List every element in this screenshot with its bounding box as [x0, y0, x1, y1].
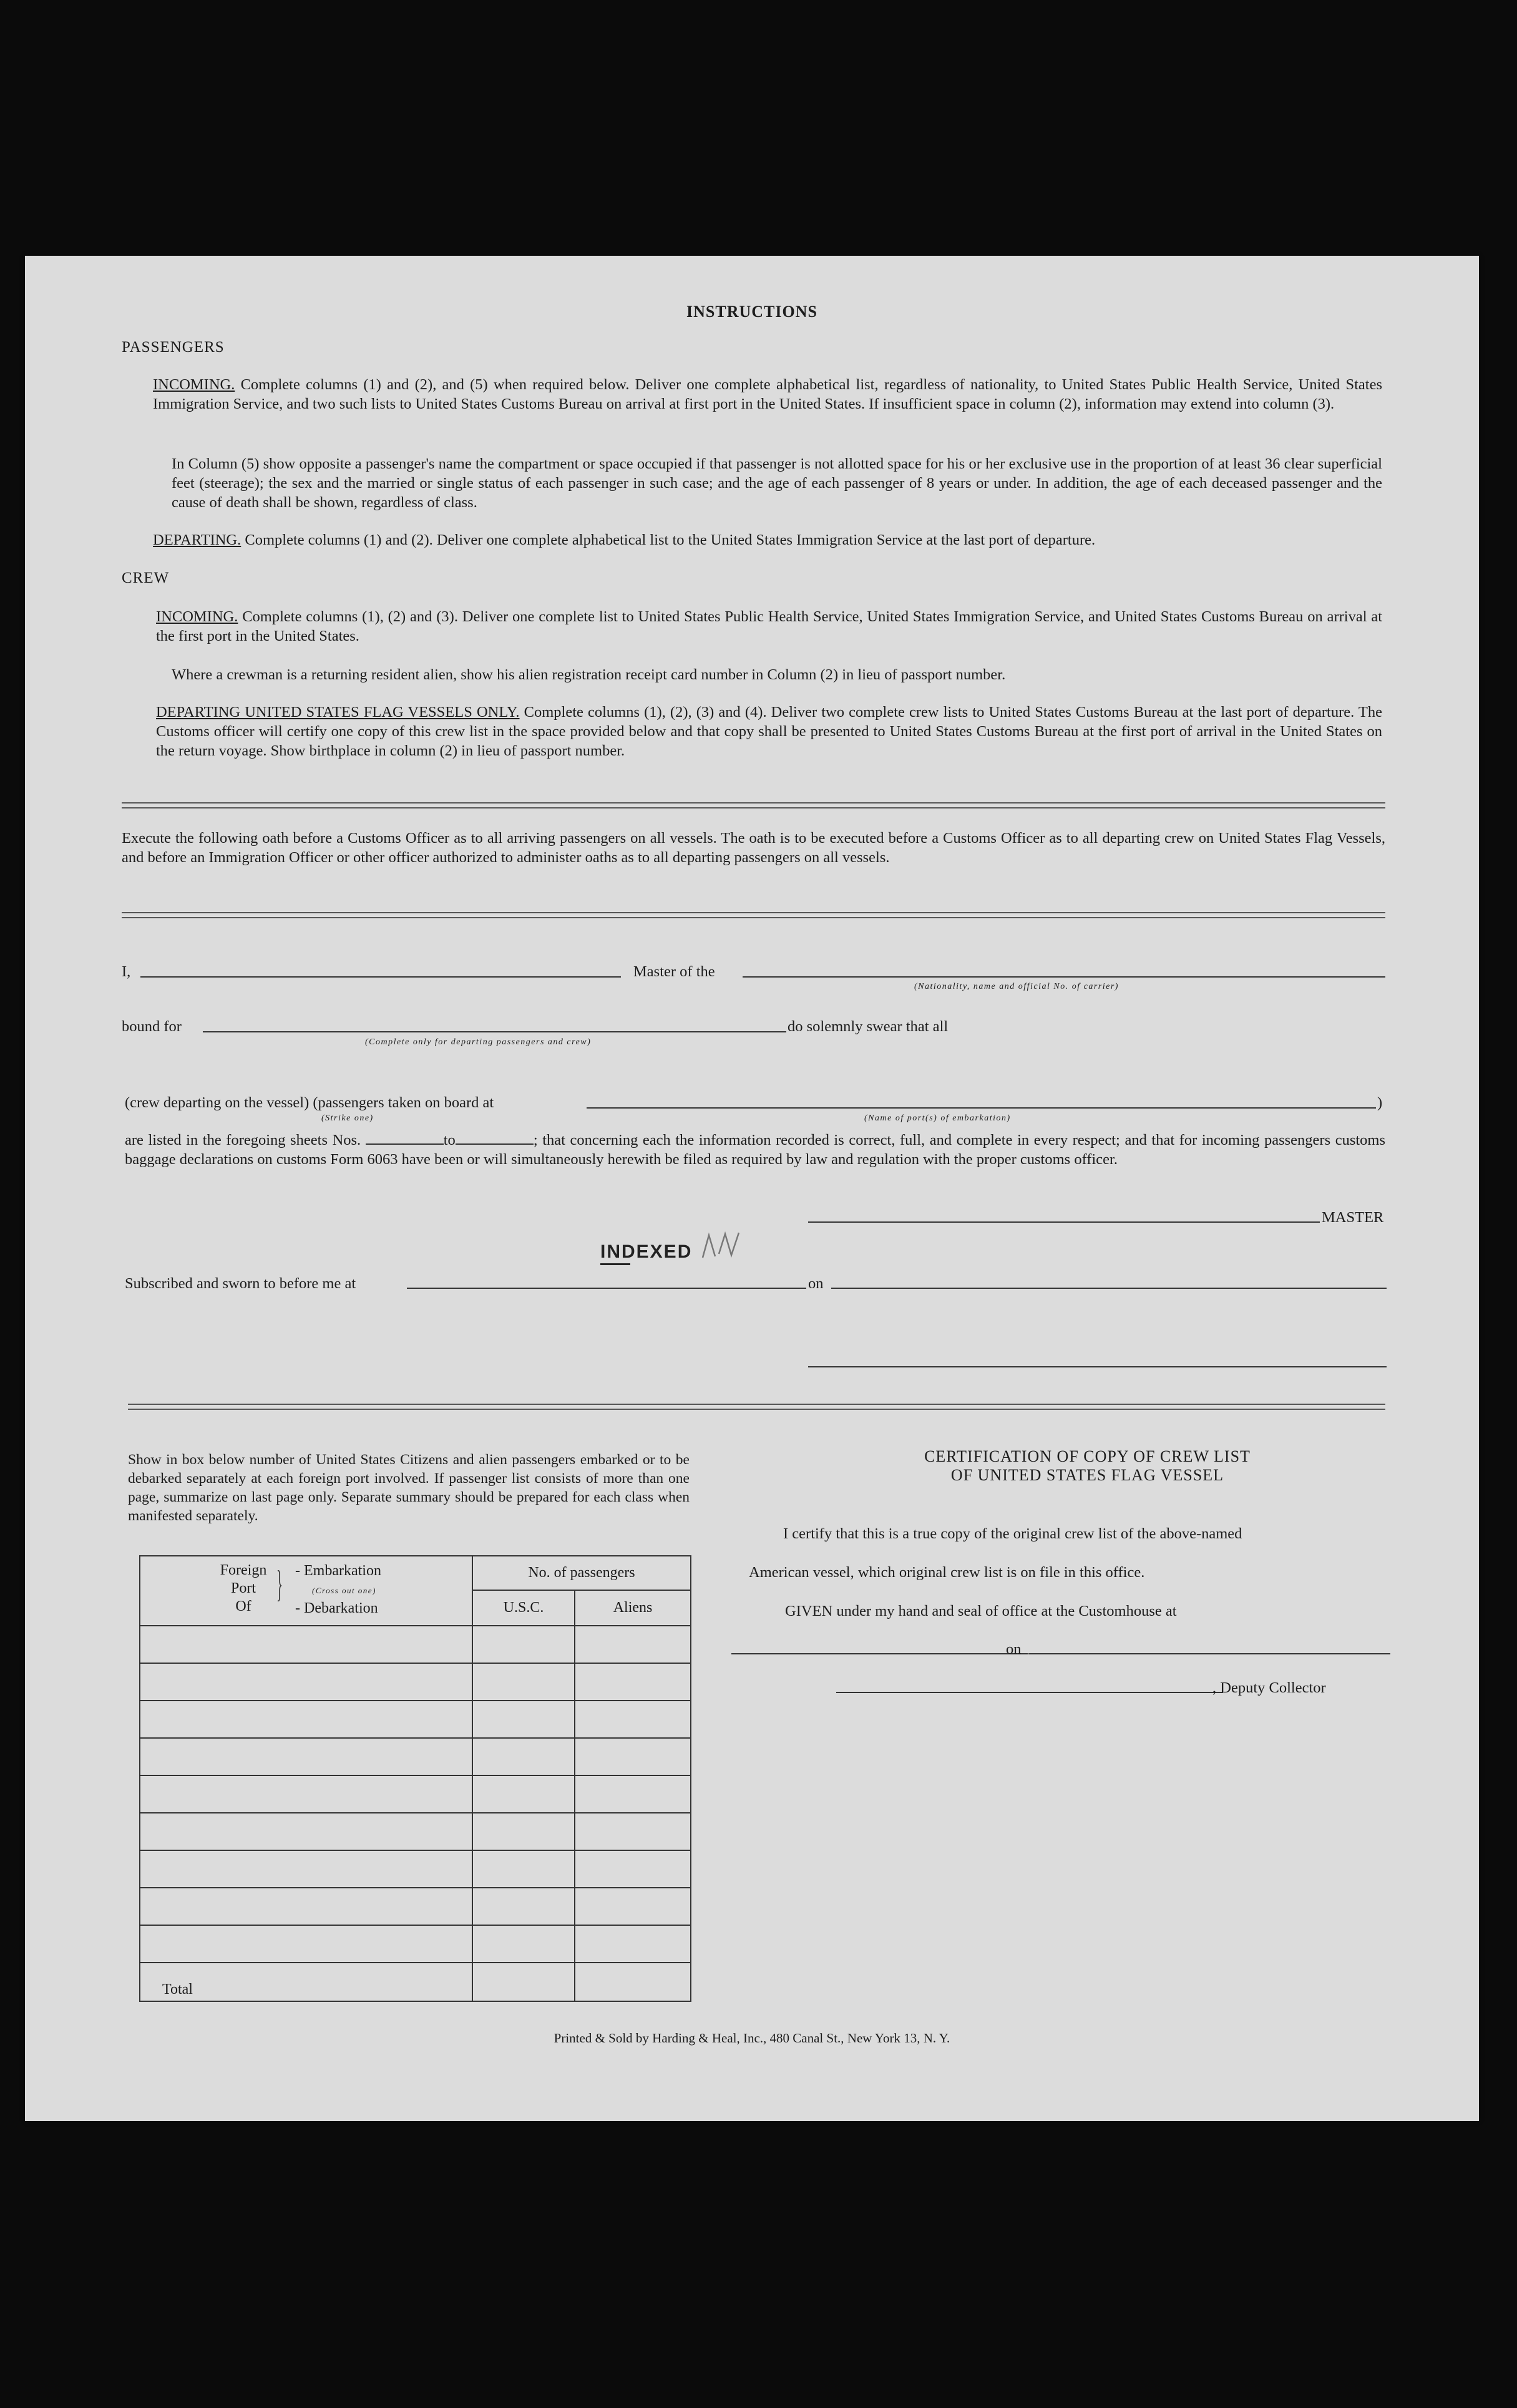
usc-cell[interactable]	[472, 1775, 575, 1813]
total-row	[140, 1963, 691, 2001]
given-line: GIVEN under my hand and seal of office at the Customhouse at	[785, 1603, 1177, 1619]
certification-title	[752, 1447, 1423, 1485]
foreign-port-header	[140, 1556, 472, 1626]
bound-for-label: bound for	[122, 1018, 182, 1035]
passengers-departing-text: Complete columns (1) and (2). Deliver one complete alphabetical list to the United States Immigration Service at the last port of departure.	[245, 532, 1096, 548]
listed-paragraph	[125, 1130, 1385, 1169]
crew-heading: CREW	[122, 570, 170, 586]
usc-header: U.S.C.	[472, 1590, 575, 1626]
table-row	[140, 1738, 691, 1775]
officer-signature-field[interactable]	[808, 1366, 1387, 1367]
table-row	[140, 1701, 691, 1738]
table-row	[140, 1663, 691, 1701]
aliens-cell[interactable]	[575, 1663, 691, 1701]
crew-departing-text: Complete columns (1), (2), (3) and (4). Deliver two complete crew lists to United States Customs Bureau at the last port of departure. The Customs officer will certify one copy of this crew list in the space provided below and that copy shall be presented to United States Customs Bureau at the first port of arrival in the United States on the return voyage. Show birthplace in column (2) in lieu of passport number.	[156, 704, 1382, 759]
crew-departing-paragraph	[156, 702, 1382, 760]
certification-date-field[interactable]	[1028, 1653, 1390, 1654]
listed-b: ; that concerning each the information recorded is correct, full, and complete in every respect; and that for incoming passengers customs baggage declarations on customs Form 6063 have been or will simultaneously herewith be filed as required by law and regulation with the proper customs officer.	[125, 1132, 1385, 1168]
deputy-signature-field[interactable]	[836, 1692, 1223, 1693]
master-label: MASTER	[1322, 1209, 1384, 1226]
crew-departing-label: DEPARTING UNITED STATES FLAG VESSELS ONLY.	[156, 704, 520, 721]
aliens-cell[interactable]	[575, 1701, 691, 1738]
usc-cell[interactable]	[472, 1925, 575, 1963]
port-cell[interactable]	[140, 1663, 472, 1701]
of-label: Of	[235, 1598, 251, 1614]
crew-departing-label: (crew departing on the vessel) (passengers taken on board at	[125, 1094, 494, 1111]
table-row	[140, 1813, 691, 1850]
departing-note: (Complete only for departing passengers and crew)	[365, 1037, 592, 1047]
destination-field[interactable]	[203, 1031, 786, 1032]
aliens-cell[interactable]	[575, 1850, 691, 1888]
usc-cell[interactable]	[472, 1663, 575, 1701]
indexed-stamp: INDEXED	[600, 1241, 693, 1262]
passengers-departing-paragraph	[153, 530, 1382, 550]
listed-to: to	[443, 1132, 456, 1148]
passengers-incoming-paragraph	[153, 375, 1382, 414]
table-row	[140, 1775, 691, 1813]
certification-title-line2: OF UNITED STATES FLAG VESSEL	[950, 1466, 1224, 1484]
crew-incoming-paragraph	[156, 607, 1382, 646]
total-label: Total	[140, 1963, 472, 2001]
usc-cell[interactable]	[472, 1813, 575, 1850]
sheet-to-field[interactable]	[456, 1132, 534, 1145]
port-cell[interactable]	[140, 1813, 472, 1850]
stamp-underline	[600, 1263, 630, 1265]
swear-label: do solemnly swear that all	[788, 1018, 949, 1035]
oath-i-label: I,	[122, 963, 131, 980]
aliens-cell[interactable]	[575, 1888, 691, 1925]
certification-on-label: on	[1006, 1641, 1022, 1658]
printer-footer: Printed & Sold by Harding & Heal, Inc., 480 Canal St., New York 13, N. Y.	[554, 2031, 950, 2046]
oath-intro: Execute the following oath before a Customs Officer as to all arriving passengers on all vessels. The oath is to be executed before a Customs Officer as to all departing crew on United States Flag Vessels, and before an Immigration Officer or other officer authorized to administer oaths as to all departing passengers on all vessels.	[122, 830, 1385, 866]
subscribed-on-label: on	[808, 1275, 824, 1292]
foreign-port-label	[212, 1561, 275, 1616]
aliens-cell[interactable]	[575, 1813, 691, 1850]
certification-title-line1: CERTIFICATION OF COPY OF CREW LIST	[924, 1447, 1251, 1465]
certify-line2: American vessel, which original crew list is on file in this office.	[749, 1564, 1145, 1581]
nationality-note: (Nationality, name and official No. of carrier)	[914, 982, 1119, 991]
passengers-column5-paragraph: In Column (5) show opposite a passenger's name the compartment or space occupied if that passenger is not allotted space for his or her exclusive use in the proportion of at least 36 clear superficial feet (steerage); the sex and the married or single status of each passenger in such case; and the age of each passenger of 8 years or under. In addition, the age of each deceased passenger and the cause of death shall be shown, regardless of class.	[172, 455, 1382, 511]
listed-a: are listed in the foregoing sheets Nos.	[125, 1132, 361, 1148]
port-cell[interactable]	[140, 1626, 472, 1663]
embarkation-ports-field[interactable]	[587, 1107, 1376, 1109]
carrier-field[interactable]	[743, 976, 1385, 978]
crew-incoming-label: INCOMING.	[156, 608, 238, 625]
port-cell[interactable]	[140, 1888, 472, 1925]
master-name-field[interactable]	[140, 976, 621, 978]
section-divider	[122, 912, 1385, 918]
deputy-collector-label: , Deputy Collector	[1212, 1679, 1326, 1696]
close-paren: )	[1377, 1094, 1383, 1111]
passenger-summary-table	[139, 1555, 691, 2002]
embarkation-label: - Embarkation	[295, 1563, 381, 1579]
usc-cell[interactable]	[472, 1701, 575, 1738]
master-signature-field[interactable]	[808, 1221, 1320, 1223]
passengers-incoming-label: INCOMING.	[153, 376, 235, 393]
page-title: INSTRUCTIONS	[686, 303, 817, 321]
aliens-cell[interactable]	[575, 1626, 691, 1663]
subscribed-label: Subscribed and sworn to before me at	[125, 1275, 356, 1292]
usc-cell[interactable]	[472, 1850, 575, 1888]
passengers-incoming-text: Complete columns (1) and (2), and (5) when required below. Deliver one complete alphabetical list, regardless of nationality, to United States Public Health Service, United States Immigration Service, and two such lists to United States Customs Bureau on arrival at first port in the United States. If insufficient space in column (2), information may extend into column (3).	[153, 376, 1382, 412]
port-cell[interactable]	[140, 1701, 472, 1738]
sworn-place-field[interactable]	[407, 1288, 806, 1289]
section-divider	[122, 802, 1385, 808]
no-passengers-header: No. of passengers	[472, 1556, 691, 1590]
strike-one-note: (Strike one)	[321, 1114, 374, 1123]
port-cell[interactable]	[140, 1925, 472, 1963]
aliens-cell[interactable]	[575, 1775, 691, 1813]
brace-icon: }	[276, 1563, 283, 1605]
table-row	[140, 1925, 691, 1963]
usc-cell[interactable]	[472, 1888, 575, 1925]
usc-total-cell[interactable]	[472, 1963, 575, 2001]
sworn-date-field[interactable]	[831, 1288, 1387, 1289]
handwritten-initials-icon	[700, 1229, 750, 1266]
port-cell[interactable]	[140, 1850, 472, 1888]
aliens-cell[interactable]	[575, 1925, 691, 1963]
ports-note: (Name of port(s) of embarkation)	[864, 1114, 1011, 1123]
table-row	[140, 1850, 691, 1888]
sheet-from-field[interactable]	[366, 1132, 444, 1145]
customhouse-field[interactable]	[731, 1653, 1028, 1654]
aliens-total-cell[interactable]	[575, 1963, 691, 2001]
passengers-departing-label: DEPARTING.	[153, 532, 241, 548]
debarkation-label: - Debarkation	[295, 1600, 378, 1616]
port-cell[interactable]	[140, 1738, 472, 1775]
crew-incoming-text: Complete columns (1), (2) and (3). Deliver one complete list to United States Public Health Service, United States Immigration Service, and United States Customs Bureau on arrival at the first port in the United States.	[156, 608, 1383, 644]
foreign-label: Foreign	[220, 1562, 267, 1578]
aliens-cell[interactable]	[575, 1738, 691, 1775]
form-page	[25, 256, 1479, 2121]
crew-resident-paragraph: Where a crewman is a returning resident alien, show his alien registration receipt card number in Column (2) in lieu of passport number.	[172, 666, 1006, 683]
usc-cell[interactable]	[472, 1626, 575, 1663]
port-label: Port	[230, 1580, 256, 1596]
passengers-heading: PASSENGERS	[122, 339, 225, 356]
table-row	[140, 1888, 691, 1925]
port-cell[interactable]	[140, 1775, 472, 1813]
aliens-header: Aliens	[575, 1590, 691, 1626]
table-row	[140, 1626, 691, 1663]
cross-out-note: (Cross out one)	[312, 1586, 376, 1595]
master-of-label: Master of the	[633, 963, 715, 980]
summary-intro: Show in box below number of United States Citizens and alien passengers embarked or to be debarked separately at each foreign port involved. If passenger list consists of more than one page, summarize on last page only. Separate summary should be prepared for each class when manifested separately.	[128, 1452, 690, 1524]
certify-line1: I certify that this is a true copy of the original crew list of the above-named	[783, 1525, 1242, 1542]
usc-cell[interactable]	[472, 1738, 575, 1775]
section-divider	[128, 1404, 1385, 1410]
